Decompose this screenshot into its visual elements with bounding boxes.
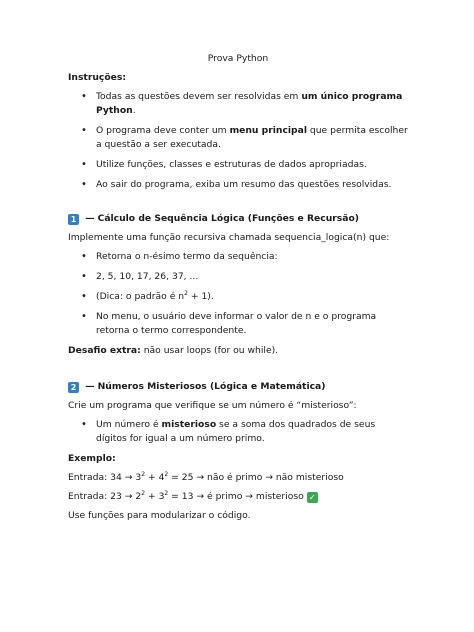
list-item xyxy=(68,178,408,192)
section-2-intro: Crie um programa que verifique se um número é “misterioso”: xyxy=(68,400,357,411)
list-item xyxy=(68,158,408,172)
challenge-text: não usar loops (for ou while). xyxy=(140,345,279,356)
example-text: = 25 → não é primo → não misterioso xyxy=(168,472,344,483)
item-text-end: que permita escolher a questão a ser executada. xyxy=(96,125,408,150)
list-item xyxy=(68,290,408,304)
example-heading: Exemplo: xyxy=(68,453,116,464)
example-text: + 4 xyxy=(145,472,165,483)
item-text: O programa deve conter um xyxy=(96,125,230,136)
item-emphasis: um único programa Python xyxy=(96,91,403,116)
challenge-label: Desafio extra: xyxy=(68,345,141,356)
section-1-list xyxy=(68,250,408,338)
item-emphasis: menu principal xyxy=(229,125,307,136)
closing-note: Use funções para modularizar o código. xyxy=(68,510,251,521)
number-2-icon: 2 xyxy=(68,382,79,393)
item-text-end: . xyxy=(132,105,136,116)
section-2-title: — Números Misteriosos (Lógica e Matemática) xyxy=(82,381,326,392)
example-text: Entrada: 34 → 3 xyxy=(68,472,142,483)
instructions-list xyxy=(68,90,408,192)
section-1-heading xyxy=(68,212,408,226)
item-text: Ao sair do programa, exiba um resumo das questões resolvidas. xyxy=(96,179,392,190)
item-text-end: se a soma dos quadrados de seus dígitos for igual a um número primo. xyxy=(96,419,376,444)
exponent: 2 xyxy=(184,289,188,297)
exponent: 2 xyxy=(141,489,146,497)
item-emphasis: misterioso xyxy=(161,419,217,430)
list-item: • 2, 5, 10, 17, 26, 37, ... xyxy=(68,270,408,284)
hint-text: (Dica: o padrão é n xyxy=(96,291,185,302)
list-item xyxy=(68,124,408,152)
instructions-heading: Instruções: xyxy=(68,72,127,83)
item-text: Utilize funções, classes e estruturas de dados apropriadas. xyxy=(96,159,367,170)
list-item: • No menu, o usuário deve informar o valor de n e o programa retorna o termo correspondente. xyxy=(68,310,408,338)
example-text: Entrada: 23 → 2 xyxy=(68,491,142,502)
hint-text-end: + 1). xyxy=(187,291,214,302)
item-text: Um número é xyxy=(96,419,162,430)
list-item: • Retorna o n-ésimo termo da sequência: xyxy=(68,250,408,264)
list-item xyxy=(68,90,408,118)
example-line-1 xyxy=(68,471,408,485)
exponent: 2 xyxy=(164,489,169,497)
number-1-icon: 1 xyxy=(68,214,79,225)
exponent: 2 xyxy=(141,470,146,478)
document-title: Prova Python xyxy=(207,53,269,64)
list-item xyxy=(68,418,408,446)
example-line-2 xyxy=(68,490,408,504)
check-mark-icon: ✓ xyxy=(307,492,318,503)
section-1-title: — Cálculo de Sequência Lógica (Funções e Recursão) xyxy=(82,213,359,224)
section-1-intro: Implemente uma função recursiva chamada sequencia_logica(n) que: xyxy=(68,232,390,243)
item-text: Todas as questões devem ser resolvidas em xyxy=(96,91,302,102)
example-text: = 13 → é primo → misterioso xyxy=(168,491,304,502)
section-1-challenge xyxy=(68,344,408,358)
section-2-heading xyxy=(68,380,408,394)
example-text: + 3 xyxy=(145,491,165,502)
exponent: 2 xyxy=(164,470,169,478)
section-2-list xyxy=(68,418,408,446)
